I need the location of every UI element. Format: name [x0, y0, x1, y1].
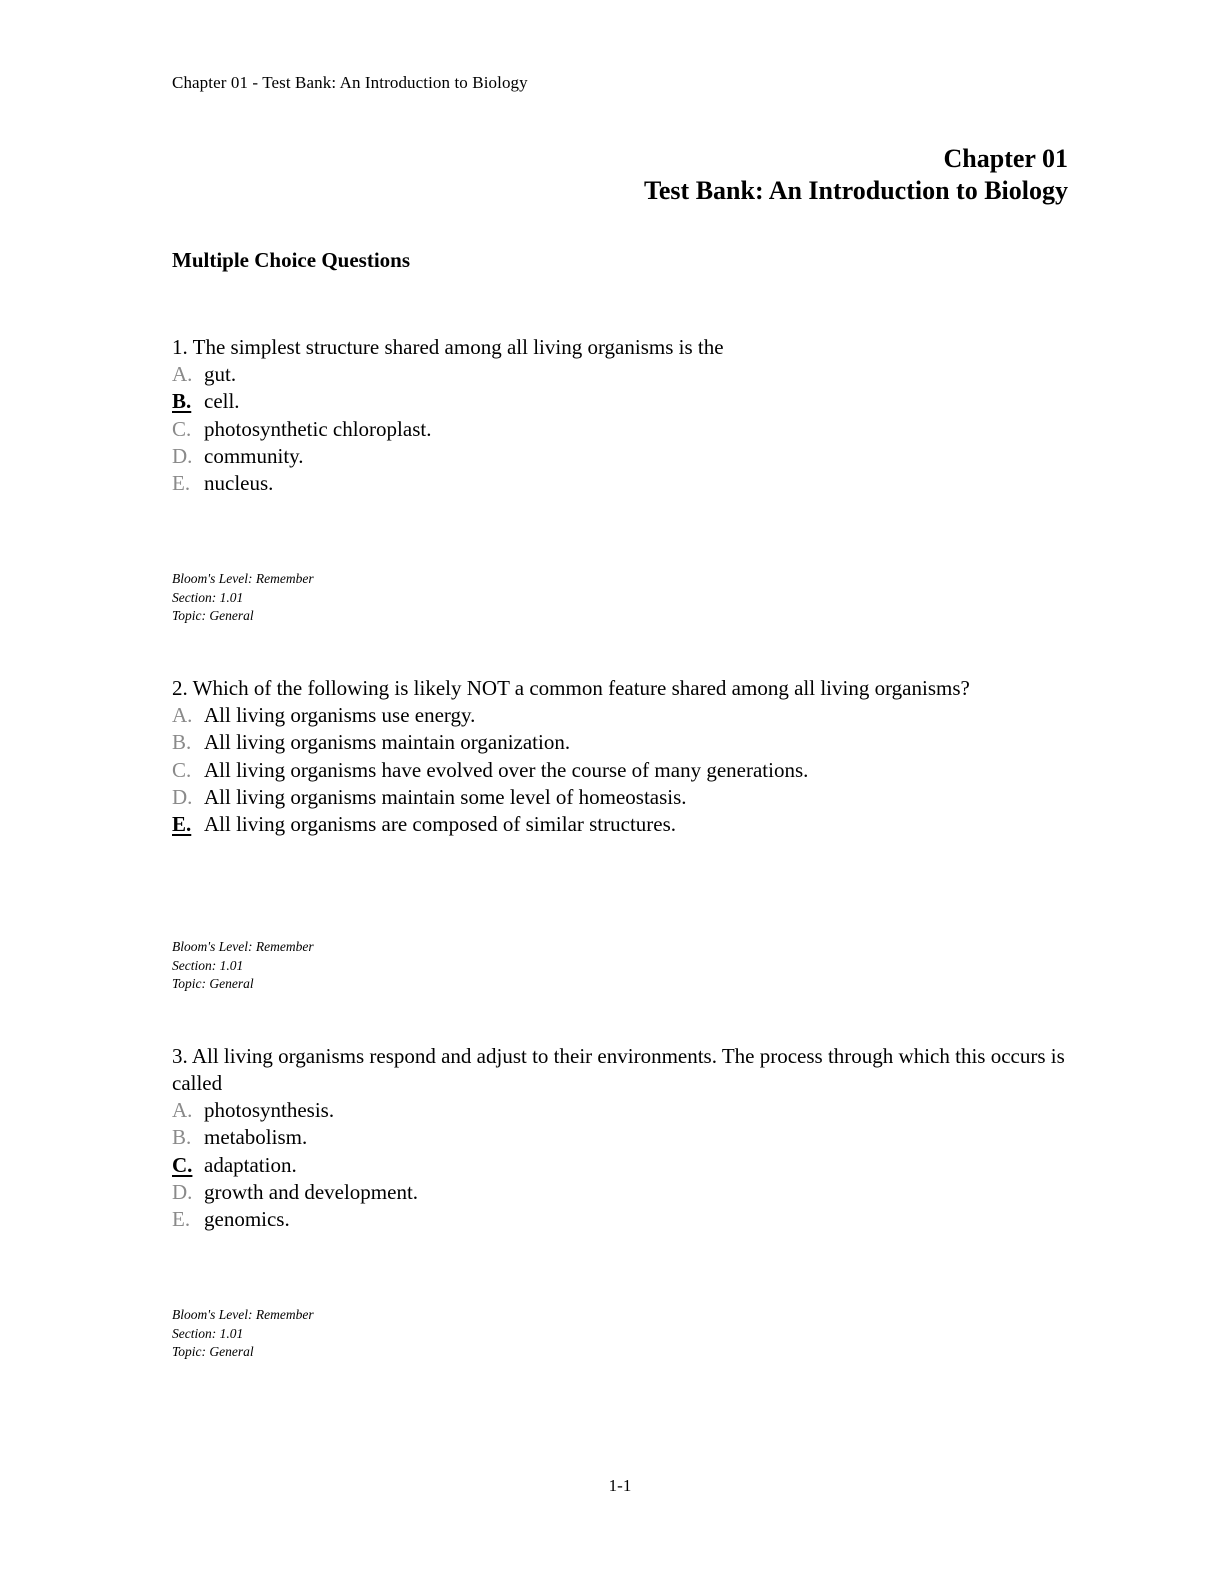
answer-choice-b [172, 388, 1072, 415]
blooms-level: Bloom's Level: Remember [172, 939, 314, 954]
section-ref: Section: 1.01 [172, 1325, 244, 1341]
answer-choice-c [172, 1152, 1072, 1179]
answer-choice-b [172, 1124, 1072, 1151]
answer-choice-a [172, 1097, 1072, 1124]
topic: Topic: General [172, 1344, 254, 1359]
question-stem: 3. All living organisms respond and adjust to their environments. The process through which this occurs is called [172, 1044, 1065, 1095]
question-1 [172, 334, 1072, 497]
chapter-number-title: Chapter 01 [943, 144, 1068, 173]
answer-choice-e [172, 811, 1072, 838]
blooms-level: Bloom's Level: Remember [172, 1307, 314, 1322]
section-ref: Section: 1.01 [172, 589, 244, 605]
topic: Topic: General [172, 976, 254, 991]
choice-letter: E. [172, 1207, 191, 1232]
choice-text: All living organisms use energy. [204, 703, 476, 727]
answer-choice-e [172, 470, 1072, 497]
running-header: Chapter 01 - Test Bank: An Introduction to Biology [172, 73, 528, 92]
answer-choice-e [172, 1206, 1072, 1233]
answer-choice-c [172, 757, 1072, 784]
question-3-metadata [172, 1306, 314, 1362]
correct-choice-letter: B. [172, 389, 192, 414]
choice-text: cell. [204, 389, 240, 414]
choice-text: metabolism. [204, 1125, 308, 1150]
question-3 [172, 1043, 1072, 1233]
answer-choice-d [172, 784, 1072, 811]
choice-letter: A. [172, 362, 193, 386]
section-ref: Section: 1.01 [172, 957, 244, 973]
answer-choice-a [172, 361, 1072, 388]
question-1-metadata [172, 570, 314, 626]
choice-letter: C. [172, 416, 192, 441]
choice-letter: B. [172, 730, 192, 755]
choice-letter: D. [172, 1179, 193, 1204]
answer-choice-c [172, 416, 1072, 443]
section-heading: Multiple Choice Questions [172, 248, 411, 272]
page-number: 1-1 [608, 1476, 632, 1495]
choice-letter: C. [172, 757, 192, 782]
correct-choice-letter: C. [172, 1152, 193, 1177]
topic: Topic: General [172, 608, 254, 623]
correct-choice-letter: E. [172, 812, 192, 837]
choice-text: growth and development. [204, 1179, 419, 1204]
choice-text: All living organisms have evolved over the course of many generations. [204, 757, 809, 782]
choice-letter: A. [172, 1098, 193, 1122]
answer-choice-b [172, 729, 1072, 756]
question-2 [172, 675, 1072, 838]
choice-letter: D. [172, 784, 193, 809]
choice-text: All living organisms maintain organization. [204, 730, 571, 755]
choice-letter: E. [172, 471, 191, 496]
answer-choice-d [172, 1179, 1072, 1206]
choice-text: community. [204, 443, 304, 468]
chapter-subject-title: Test Bank: An Introduction to Biology [643, 176, 1068, 205]
question-stem: 1. The simplest structure shared among all living organisms is the [172, 335, 724, 359]
choice-text: genomics. [204, 1207, 290, 1232]
choice-text: All living organisms are composed of similar structures. [204, 812, 677, 837]
question-stem: 2. Which of the following is likely NOT a common feature shared among all living organisms? [172, 676, 970, 700]
chapter-title-block [644, 143, 1068, 207]
choice-text: photosynthetic chloroplast. [204, 416, 432, 441]
choice-text: All living organisms maintain some level of homeostasis. [204, 784, 687, 809]
blooms-level: Bloom's Level: Remember [172, 571, 314, 586]
choice-text: gut. [204, 362, 237, 386]
question-2-metadata [172, 938, 314, 994]
choice-text: nucleus. [204, 471, 274, 496]
choice-letter: B. [172, 1125, 192, 1150]
choice-text: photosynthesis. [204, 1098, 335, 1122]
answer-choice-a [172, 702, 1072, 729]
choice-letter: D. [172, 443, 193, 468]
answer-choice-d [172, 443, 1072, 470]
choice-text: adaptation. [204, 1152, 297, 1177]
choice-letter: A. [172, 703, 193, 727]
